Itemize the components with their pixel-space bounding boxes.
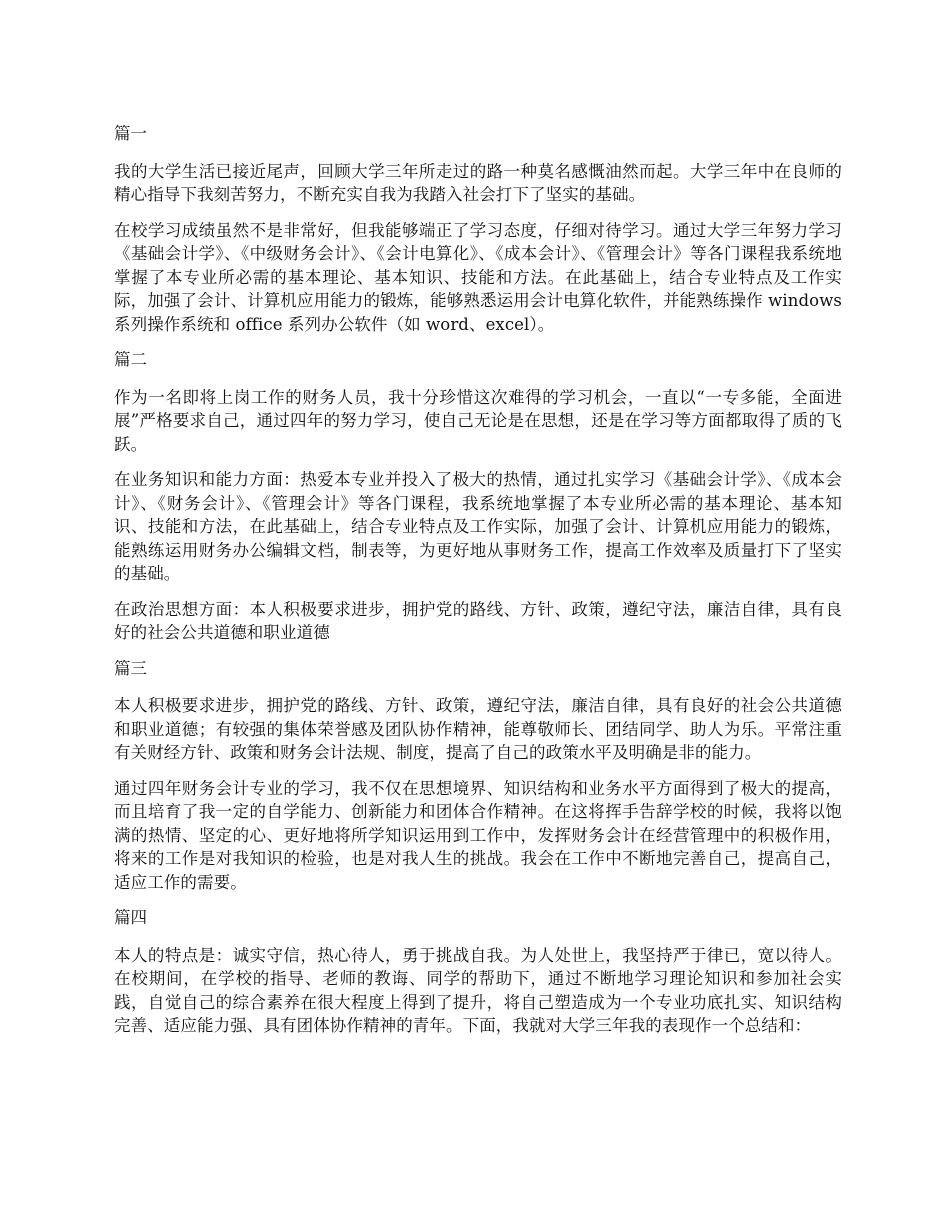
paragraph: 作为一名即将上岗工作的财务人员，我十分珍惜这次难得的学习机会，一直以“一专多能，全面进展”严格要求自己，通过四年的努力学习，使自己无论是在思想，还是在学习等方面都取得了质的飞跃。: [114, 387, 842, 454]
paragraph: 本人积极要求进步，拥护党的路线、方针、政策，遵纪守法，廉洁自律，具有良好的社会公共道德和职业道德；有较强的集体荣誉感及团队协作精神，能尊敬师长、团结同学、助人为乐。平常注重有关财经方针、政策和财务会计法规、制度，提高了自己的政策水平及明确是非的能力。: [114, 696, 842, 762]
paragraph: 我的大学生活已接近尾声，回顾大学三年所走过的路一种莫名感慨油然而起。大学三年中在良师的精心指导下我刻苦努力，不断充实自我为我踏入社会打下了坚实的基础。: [114, 161, 842, 204]
section-2: [114, 348, 842, 645]
section-title: 篇四: [114, 908, 147, 927]
paragraph: 在业务知识和能力方面：热爱本专业并投入了极大的热情，通过扎实学习《基础会计学》、《成本会计》、《财务会计》、《管理会计》等各门课程，我系统地掌握了本专业所必需的基本理论、基本知识、技能和方法，在此基础上，结合专业特点及工作实际，加强了会计、计算机应用能力的锻炼，能熟练运用财务办公编辑文档，制表等，为更好地从事财务工作，提高工作效率及质量打下了坚实的基础。: [114, 470, 842, 583]
paragraph: 在政治思想方面：本人积极要求进步，拥护党的路线、方针、政策，遵纪守法，廉洁自律，具有良好的社会公共道德和职业道德: [114, 599, 842, 642]
paragraph: 通过四年财务会计专业的学习，我不仅在思想境界、知识结构和业务水平方面得到了极大的提高，而且培育了我一定的自学能力、创新能力和团体合作精神。在这将挥手告辞学校的时候，我将以饱满的热情、坚定的心、更好地将所学知识运用到工作中，发挥财务会计在经营管理中的积极作用，将来的工作是对我知识的检验，也是对我人生的挑战。我会在工作中不断地完善自己，提高自己，适应工作的需要。: [114, 778, 842, 892]
section-title: 篇二: [114, 350, 147, 369]
section-1: [114, 122, 842, 336]
document-page: [114, 122, 842, 1050]
paragraph: 在校学习成绩虽然不是非常好，但我能够端正了学习态度，仔细对待学习。通过大学三年努力学习《基础会计学》、《中级财务会计》、《会计电算化》、《成本会计》、《管理会计》等各门课程我系统地掌握了本专业所必需的基本理论、基本知识、技能和方法。在此基础上，结合专业特点及工作实际，加强了会计、计算机应用能力的锻炼，能够熟悉运用会计电算化软件，并能熟练操作 windows 系列操作系统和 office 系列办公软件（如 word、excel）。: [114, 220, 842, 334]
paragraph: 本人的特点是：诚实守信，热心待人，勇于挑战自我。为人处世上，我坚持严于律已，宽以待人。在校期间，在学校的指导、老师的教诲、同学的帮助下，通过不断地学习理论知识和参加社会实践，自觉自己的综合素养在很大程度上得到了提升，将自己塑造成为一个专业功底扎实、知识结构完善、适应能力强、具有团体协作精神的青年。下面，我就对大学三年我的表现作一个总结和：: [114, 945, 842, 1035]
section-4: [114, 906, 842, 1038]
section-3: [114, 657, 842, 895]
section-title: 篇一: [114, 124, 147, 143]
section-title: 篇三: [114, 658, 147, 678]
